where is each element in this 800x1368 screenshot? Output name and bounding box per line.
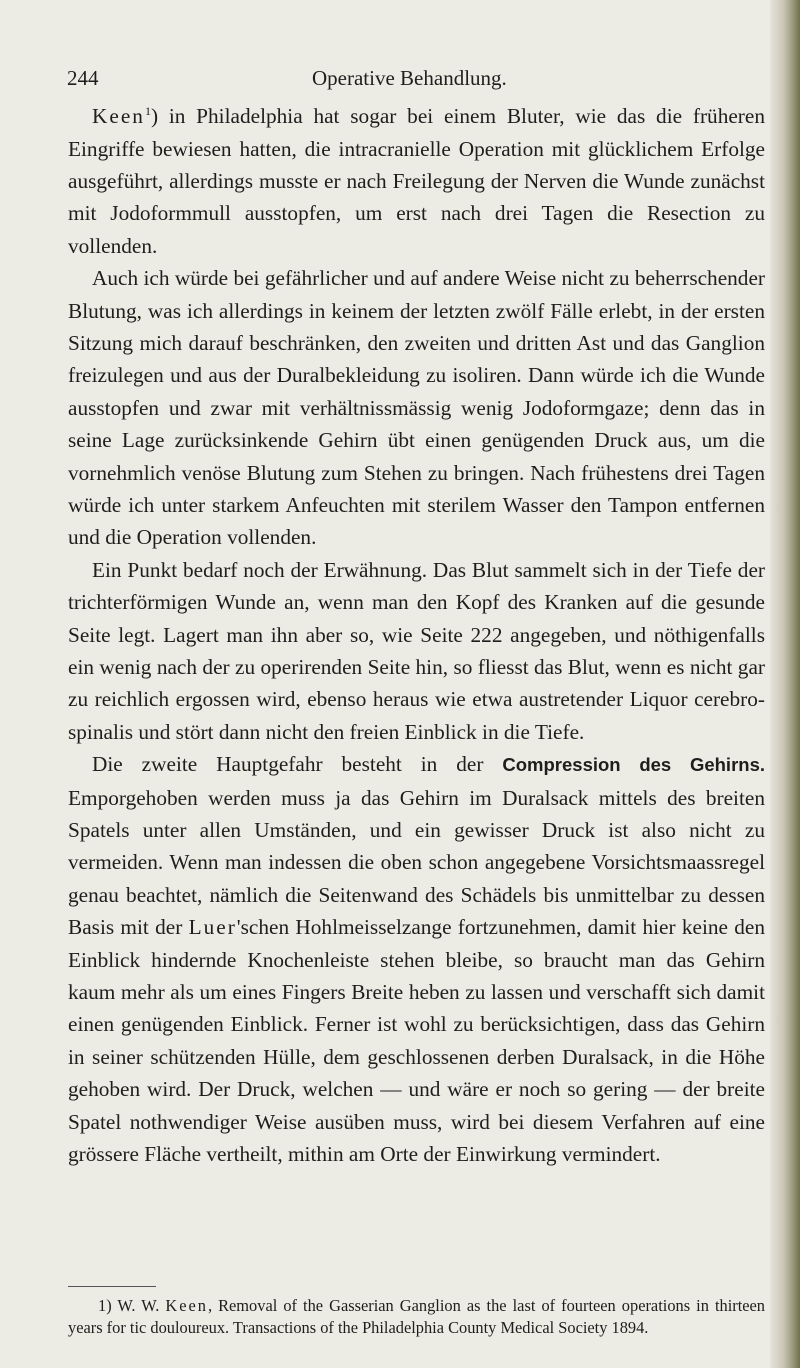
footnote-rule	[68, 1286, 156, 1287]
name-luer: Luer	[188, 915, 237, 940]
paragraph-4-text-c: 'schen Hohlmeisselzange fortzunehmen, damit hier keine den Einblick hindernde Knochenleiste stehen bleibe, so braucht man das Gehirn kaum mehr als um eines Fingers Breite heben zu lassen und verschafft sich damit einen genügenden Einblick. Ferner ist wohl zu berücksichtigen, dass das Gehirn in seiner schützenden Hülle, dem geschlossenen derben Duralsack, in die Höhe gehoben wird. Der Druck, welchen — und wäre er noch so gering — der breite Spatel nothwendiger Weise ausüben muss, wird bei diesem Verfahren auf eine grössere Fläche vertheilt, mithin am Orte der Einwirkung vermindert.	[68, 915, 765, 1167]
paragraph-4	[68, 748, 765, 1170]
footnote-text	[68, 1295, 765, 1340]
footnote	[68, 1295, 765, 1340]
emphasis-compression: Compression des Gehirns.	[502, 754, 765, 776]
author-name-keen: Keen	[92, 104, 145, 129]
paragraph-4-text-b: Emporgehoben werden muss ja das Gehirn im Duralsack mittels des breiten Spatels unter allen Umständen, und ein gewisser Druck ist also nicht zu vermeiden. Wenn man indessen die oben schon angegebene Vorsichtsmaassregel genau beachtet, nämlich die Seitenwand des Schädels bis unmittelbar zu dessen Basis mit der	[68, 785, 765, 940]
body-text	[68, 95, 765, 1171]
paragraph-1	[68, 95, 765, 262]
paragraph-4-text-a: Die zweite Hauptgefahr besteht in der	[92, 752, 503, 777]
page-header	[0, 0, 800, 100]
footnote-ref: 1	[144, 104, 151, 118]
page-number: 244	[67, 66, 99, 90]
footnote-author: Keen	[165, 1296, 208, 1315]
footnote-body: , Removal of the Gasserian Ganglion as the last of fourteen operations in thirteen years for tic douloureux. Transactions of the Philadelphia County Medical Society 1894.	[68, 1296, 766, 1338]
running-head: Operative Behandlung.	[312, 66, 507, 90]
footnote-marker: 1) W. W.	[98, 1296, 166, 1315]
page-edge-shadow	[770, 0, 800, 1368]
paragraph-1-text: ) in Philadelphia hat sogar bei einem Bluter, wie das die früheren Eingriffe bewiesen hatten, die intracranielle Operation mit glücklichem Erfolge ausgeführt, allerdings musste er nach Freilegung der Nerven die Wunde zunächst mit Jodoformmull ausstopfen, um erst nach drei Tagen die Resection zu vollenden.	[68, 104, 765, 258]
paragraph-3: Ein Punkt bedarf noch der Erwähnung. Das Blut sammelt sich in der Tiefe der trichterförmigen Wunde an, wenn man den Kopf des Kranken auf die gesunde Seite legt. Lagert man ihn aber so, wie Seite 222 angegeben, und nöthigenfalls ein wenig nach der zu operirenden Seite hin, so fliesst das Blut, wenn es nicht gar zu reichlich ergossen wird, ebenso heraus wie etwa austretender Liquor cerebro-spinalis und stört dann nicht den freien Einblick in die Tiefe.	[68, 557, 765, 744]
paragraph-2: Auch ich würde bei gefährlicher und auf andere Weise nicht zu beherrschender Blutung, was ich allerdings in keinem der letzten zwölf Fälle erlebt, in der ersten Sitzung mich darauf beschränken, den zweiten und dritten Ast und das Ganglion freizulegen und aus der Duralbekleidung zu isoliren. Dann würde ich die Wunde ausstopfen und zwar mit verhältnissmässig wenig Jodoformgaze; denn das in seine Lage zurücksinkende Gehirn übt einen genügenden Druck aus, um die vornehmlich venöse Blutung zum Stehen zu bringen. Nach frühestens drei Tagen würde ich unter starkem Anfeuchten mit sterilem Wasser den Tampon entfernen und die Operation vollenden.	[68, 266, 765, 550]
